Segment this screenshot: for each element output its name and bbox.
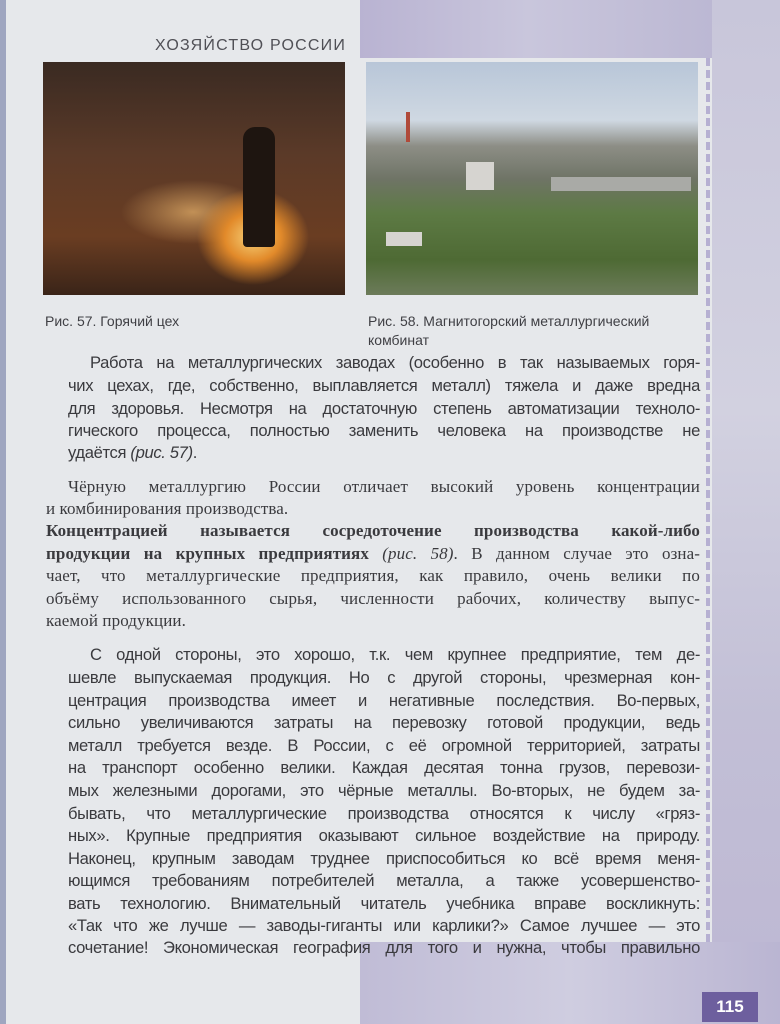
text-line: и комбинирования производства. <box>46 499 289 518</box>
text-line: шевле выпускаемая продукция. Но с другой стороны, чрезмерная кон- <box>68 668 700 687</box>
text-line: Работа на металлургических заводах (особенно в так называемых горя- <box>90 353 700 372</box>
text-line: металл требуется везде. В России, с её огромной территорией, затраты <box>68 736 700 755</box>
text: . В данном случае это озна- <box>453 544 700 563</box>
building <box>386 232 422 246</box>
text-line: бывать, что металлургические производства относятся к числу «гряз- <box>68 804 700 823</box>
text-line: чих цехах, где, собственно, выплавляется металл) тяжела и даже вредна <box>68 376 700 395</box>
figure-58-caption-line1: Рис. 58. Магнитогорский металлургический <box>368 313 650 329</box>
text-line: для здоровья. Несмотря на достаточную степень автоматизации техноло- <box>68 399 700 418</box>
text-line <box>46 543 700 565</box>
figure-58-magnitogorsk-plant-photo <box>366 62 698 295</box>
figure-reference: (рис. 58) <box>382 544 454 563</box>
figure-57-caption: Рис. 57. Горячий цех <box>45 313 180 329</box>
text: удаётся <box>68 443 131 462</box>
text-line: С одной стороны, это хорошо, т.к. чем крупнее предприятие, тем де- <box>90 645 700 664</box>
text-line: Чёрную металлургию России отличает высокий уровень концентрации <box>68 477 700 496</box>
page-number: 115 <box>702 992 758 1022</box>
definition-line: Концентрацией называется сосредоточение производства какой-либо <box>46 521 700 540</box>
text-line: сочетание! Экономическая география для того и нужна, чтобы правильно <box>68 938 700 957</box>
page-edge <box>0 0 6 1024</box>
text-line: ных». Крупные предприятия оказывают сильное воздействие на природу. <box>68 826 700 845</box>
building <box>551 177 691 191</box>
text-line: вать технологию. Внимательный читатель учебника вправе воскликнуть: <box>68 894 700 913</box>
text-line: объёму использованного сырья, численности рабочих, количеству выпус- <box>46 589 700 608</box>
text-line: чает, что металлургические предприятия, как правило, очень велики по <box>46 566 700 585</box>
text-line: «Так что же лучше — заводы-гиганты или карлики?» Самое лучшее — это <box>68 916 700 935</box>
worker-silhouette <box>243 127 275 247</box>
text-line: сильно увеличиваются затраты на перевозку готовой продукции, ведь <box>68 713 700 732</box>
figure-58-caption-line2: комбинат <box>368 332 429 348</box>
figure-reference: (рис. 57) <box>130 443 193 462</box>
chapter-header: ХОЗЯЙСТВО РОССИИ <box>155 37 347 54</box>
map-background-right <box>712 0 780 1024</box>
text-line: ющимся требованиям потребителей металла, а также усовершенство- <box>68 871 700 890</box>
chimney <box>406 112 410 142</box>
figure-57-hot-shop-photo <box>43 62 345 295</box>
text-line: центрация производства имеет и негативные последствия. Во-первых, <box>68 691 700 710</box>
building <box>466 162 494 190</box>
definition-text: продукции на крупных предприятиях <box>46 544 383 563</box>
text: . <box>192 443 198 462</box>
text-line: Наконец, крупным заводам труднее приспособиться ко всё время меня- <box>68 849 700 868</box>
text-line: гического процесса, полностью заменить человека на производстве не <box>68 421 700 440</box>
text-line: на транспорт особенно велики. Каждая десятая тонна грузов, перевози- <box>68 758 700 777</box>
text-line: каемой продукции. <box>46 611 186 630</box>
text-line <box>68 442 700 464</box>
text-line: мых железными дорогами, это чёрные металлы. Во-вторых, не будем за- <box>68 781 700 800</box>
